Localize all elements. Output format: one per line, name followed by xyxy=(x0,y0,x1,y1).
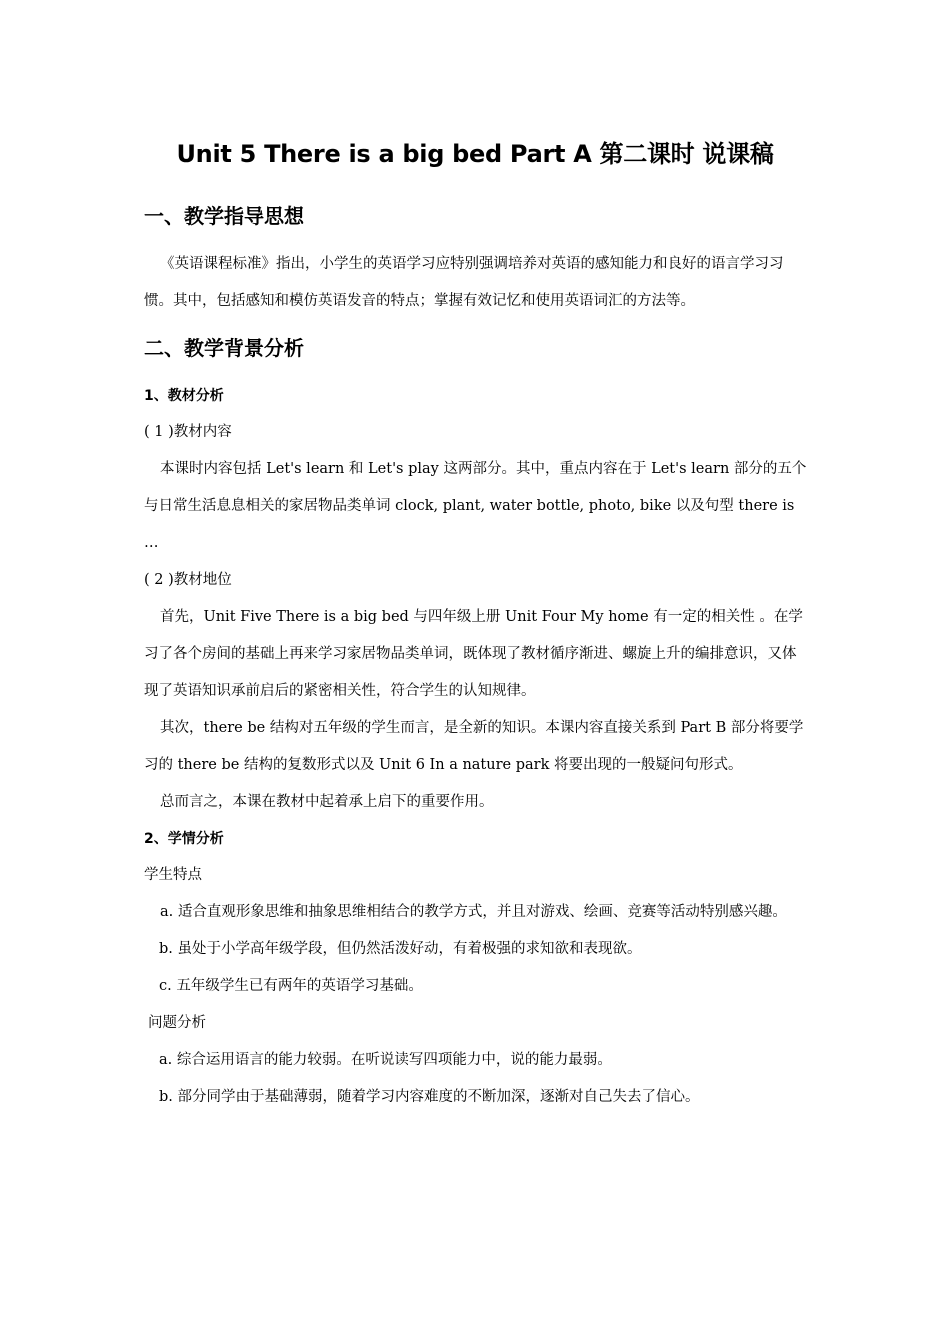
document-body xyxy=(144,200,808,1116)
paragraph-position-second: 其次，there be 结构对五年级的学生而言，是全新的知识。本课内容直接关系到 Part B 部分将要学习的 there be 结构的复数形式以及 Unit 6 In a nature park 将要出现的一般疑问句形式。 xyxy=(144,720,804,773)
label-student-traits: 学生特点 xyxy=(144,867,202,883)
subheading-textbook-analysis: 1、教材分析 xyxy=(144,388,224,404)
subheading-student-analysis: 2、学情分析 xyxy=(144,831,224,847)
paragraph-curriculum-standard: 《英语课程标准》指出，小学生的英语学习应特别强调培养对英语的感知能力和良好的语言学习习惯。其中，包括感知和模仿英语发音的特点；掌握有效记忆和使用英语词汇的方法等。 xyxy=(144,256,784,309)
paragraph-position-first: 首先，Unit Five There is a big bed 与四年级上册 Unit Four My home 有一定的相关性 。在学习了各个房间的基础上再来学习家居物品类单词，既体现了教材循序渐进、螺旋上升的编排意识，又体现了英语知识承前启后的紧密相关性，符合学生的认知规律。 xyxy=(144,609,803,699)
list-item-problem-b: b. 部分同学由于基础薄弱，随着学习内容难度的不断加深，逐渐对自己失去了信心。 xyxy=(159,1089,700,1105)
label-problem-analysis: 问题分析 xyxy=(148,1015,206,1031)
list-item-trait-b: b. 虽处于小学高年级学段，但仍然活泼好动，有着极强的求知欲和表现欲。 xyxy=(159,941,642,957)
section-heading-background-analysis: 二、教学背景分析 xyxy=(144,336,304,360)
paragraph-textbook-content: 本课时内容包括 Let's learn 和 Let's play 这两部分。其中，重点内容在于 Let's learn 部分的五个与日常生活息息相关的家居物品类单词 clock, plant, water bottle, photo, bike 以及句型 there is … xyxy=(144,461,807,551)
page-title: Unit 5 There is a big bed Part A 第二课时 说课稿 xyxy=(176,140,774,168)
item-label-textbook-position: ( 2 )教材地位 xyxy=(144,572,232,588)
list-item-problem-a: a. 综合运用语言的能力较弱。在听说读写四项能力中，说的能力最弱。 xyxy=(159,1052,612,1068)
section-heading-guiding-ideology: 一、教学指导思想 xyxy=(144,204,304,228)
item-label-textbook-content: ( 1 )教材内容 xyxy=(144,424,232,440)
paragraph-position-summary: 总而言之，本课在教材中起着承上启下的重要作用。 xyxy=(160,794,494,810)
list-item-trait-a: a. 适合直观形象思维和抽象思维相结合的教学方式，并且对游戏、绘画、竞赛等活动特别感兴趣。 xyxy=(160,904,787,920)
list-item-trait-c: c. 五年级学生已有两年的英语学习基础。 xyxy=(159,978,423,994)
